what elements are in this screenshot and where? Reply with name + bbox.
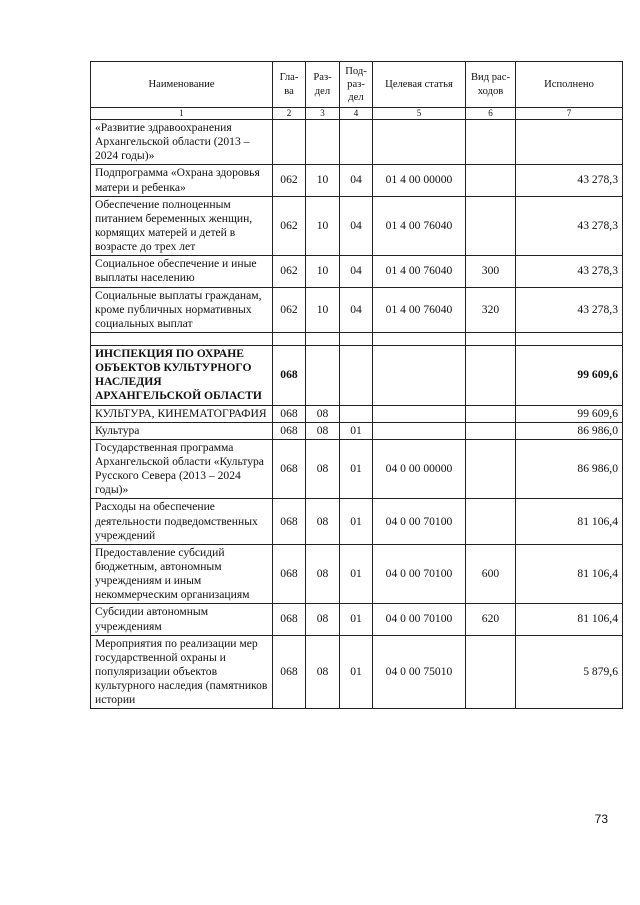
- row-glava: 062: [273, 196, 306, 256]
- table-row: [91, 256, 623, 287]
- row-glava: [273, 120, 306, 165]
- row-podrazdel: 01: [340, 635, 373, 709]
- row-glava: 068: [273, 499, 306, 544]
- header-statya: Целевая статья: [373, 62, 466, 108]
- row-razdel: 08: [306, 405, 340, 422]
- row-podrazdel: [340, 120, 373, 165]
- table-row: [91, 332, 623, 345]
- row-vid: [466, 439, 516, 499]
- page-number: 73: [594, 812, 608, 826]
- row-ispolneno: 81 106,4: [516, 604, 623, 635]
- row-glava: 068: [273, 604, 306, 635]
- column-number: 3: [306, 108, 340, 120]
- row-razdel: 10: [306, 165, 340, 196]
- column-number: 6: [466, 108, 516, 120]
- table-header-row: [91, 62, 623, 108]
- row-glava: 068: [273, 439, 306, 499]
- row-statya: 01 4 00 00000: [373, 165, 466, 196]
- budget-table: [90, 61, 623, 709]
- row-vid: [466, 345, 516, 405]
- row-statya: 04 0 00 70100: [373, 544, 466, 604]
- row-ispolneno: 43 278,3: [516, 196, 623, 256]
- row-podrazdel: [340, 405, 373, 422]
- row-glava: 062: [273, 287, 306, 332]
- row-statya: 01 4 00 76040: [373, 256, 466, 287]
- row-razdel: 08: [306, 422, 340, 439]
- row-razdel: [306, 345, 340, 405]
- table-row: [91, 422, 623, 439]
- row-vid: 620: [466, 604, 516, 635]
- row-statya: [373, 120, 466, 165]
- table-row: [91, 345, 623, 405]
- row-name: Расходы на обеспечение деятельности подведомственных учреждений: [91, 499, 273, 544]
- row-name: КУЛЬТУРА, КИНЕМАТОГРАФИЯ: [91, 405, 273, 422]
- row-name: Предоставление субсидий бюджетным, автономным учреждениям и иным некоммерческим организациям: [91, 544, 273, 604]
- row-glava: 062: [273, 165, 306, 196]
- row-razdel: 08: [306, 635, 340, 709]
- row-name: Мероприятия по реализации мер государственной охраны и популяризации объектов культурного наследия (памятников истории: [91, 635, 273, 709]
- row-vid: [466, 422, 516, 439]
- row-vid: [466, 120, 516, 165]
- row-name: Обеспечение полноценным питанием беременных женщин, кормящих матерей и детей в возрасте до трех лет: [91, 196, 273, 256]
- table-row: [91, 165, 623, 196]
- row-glava: 068: [273, 422, 306, 439]
- row-vid: [466, 499, 516, 544]
- row-ispolneno: 43 278,3: [516, 165, 623, 196]
- table-body: [91, 120, 623, 709]
- header-ispolneno: Исполнено: [516, 62, 623, 108]
- row-vid: 600: [466, 544, 516, 604]
- table-row: [91, 439, 623, 499]
- table-row: [91, 196, 623, 256]
- header-glava: Гла-ва: [273, 62, 306, 108]
- row-name: Субсидии автономным учреждениям: [91, 604, 273, 635]
- table-row: [91, 120, 623, 165]
- row-statya: 04 0 00 00000: [373, 439, 466, 499]
- row-razdel: [306, 332, 340, 345]
- row-statya: 04 0 00 70100: [373, 499, 466, 544]
- row-name: Социальное обеспечение и иные выплаты населению: [91, 256, 273, 287]
- row-vid: [466, 196, 516, 256]
- row-ispolneno: 86 986,0: [516, 439, 623, 499]
- header-name: Наименование: [91, 62, 273, 108]
- row-ispolneno: [516, 120, 623, 165]
- row-podrazdel: 04: [340, 256, 373, 287]
- row-razdel: 08: [306, 544, 340, 604]
- row-ispolneno: 86 986,0: [516, 422, 623, 439]
- row-glava: [273, 332, 306, 345]
- row-ispolneno: [516, 332, 623, 345]
- row-name: Социальные выплаты гражданам, кроме публичных нормативных социальных выплат: [91, 287, 273, 332]
- row-name: [91, 332, 273, 345]
- row-glava: 068: [273, 405, 306, 422]
- row-podrazdel: 01: [340, 422, 373, 439]
- table-row: [91, 287, 623, 332]
- row-glava: 062: [273, 256, 306, 287]
- row-razdel: 08: [306, 604, 340, 635]
- row-name: ИНСПЕКЦИЯ ПО ОХРАНЕ ОБЪЕКТОВ КУЛЬТУРНОГО НАСЛЕДИЯ АРХАНГЕЛЬСКОЙ ОБЛАСТИ: [91, 345, 273, 405]
- row-podrazdel: 04: [340, 196, 373, 256]
- row-podrazdel: 01: [340, 544, 373, 604]
- table-row: [91, 405, 623, 422]
- table-row: [91, 635, 623, 709]
- row-statya: [373, 345, 466, 405]
- header-vid: Вид рас-ходов: [466, 62, 516, 108]
- row-ispolneno: 81 106,4: [516, 544, 623, 604]
- row-vid: [466, 635, 516, 709]
- row-name: Государственная программа Архангельской области «Культура Русского Севера (2013 – 2024 годы)»: [91, 439, 273, 499]
- row-ispolneno: 99 609,6: [516, 345, 623, 405]
- row-vid: [466, 332, 516, 345]
- row-statya: [373, 332, 466, 345]
- row-statya: [373, 422, 466, 439]
- row-razdel: 08: [306, 499, 340, 544]
- row-podrazdel: [340, 332, 373, 345]
- column-number: 5: [373, 108, 466, 120]
- row-razdel: 10: [306, 196, 340, 256]
- header-podrazdel: Под-раз-дел: [340, 62, 373, 108]
- row-podrazdel: [340, 345, 373, 405]
- row-podrazdel: 01: [340, 499, 373, 544]
- table-row: [91, 604, 623, 635]
- table-row: [91, 499, 623, 544]
- row-podrazdel: 01: [340, 604, 373, 635]
- row-vid: 320: [466, 287, 516, 332]
- row-statya: 04 0 00 75010: [373, 635, 466, 709]
- row-statya: [373, 405, 466, 422]
- row-razdel: 10: [306, 287, 340, 332]
- row-ispolneno: 43 278,3: [516, 256, 623, 287]
- row-name: Подпрограмма «Охрана здоровья матери и ребенка»: [91, 165, 273, 196]
- row-name: Культура: [91, 422, 273, 439]
- row-statya: 04 0 00 70100: [373, 604, 466, 635]
- row-glava: 068: [273, 544, 306, 604]
- row-ispolneno: 5 879,6: [516, 635, 623, 709]
- row-razdel: [306, 120, 340, 165]
- row-name: «Развитие здравоохранения Архангельской области (2013 – 2024 годы)»: [91, 120, 273, 165]
- row-ispolneno: 43 278,3: [516, 287, 623, 332]
- row-podrazdel: 04: [340, 287, 373, 332]
- table-row: [91, 544, 623, 604]
- row-ispolneno: 81 106,4: [516, 499, 623, 544]
- row-podrazdel: 04: [340, 165, 373, 196]
- column-number: 2: [273, 108, 306, 120]
- row-podrazdel: 01: [340, 439, 373, 499]
- column-number: 1: [91, 108, 273, 120]
- column-number: 4: [340, 108, 373, 120]
- row-glava: 068: [273, 345, 306, 405]
- row-ispolneno: 99 609,6: [516, 405, 623, 422]
- row-vid: [466, 405, 516, 422]
- row-statya: 01 4 00 76040: [373, 196, 466, 256]
- row-glava: 068: [273, 635, 306, 709]
- column-number: 7: [516, 108, 623, 120]
- row-vid: 300: [466, 256, 516, 287]
- header-razdel: Раз-дел: [306, 62, 340, 108]
- row-vid: [466, 165, 516, 196]
- column-number-row: [91, 108, 623, 120]
- row-razdel: 10: [306, 256, 340, 287]
- row-razdel: 08: [306, 439, 340, 499]
- row-statya: 01 4 00 76040: [373, 287, 466, 332]
